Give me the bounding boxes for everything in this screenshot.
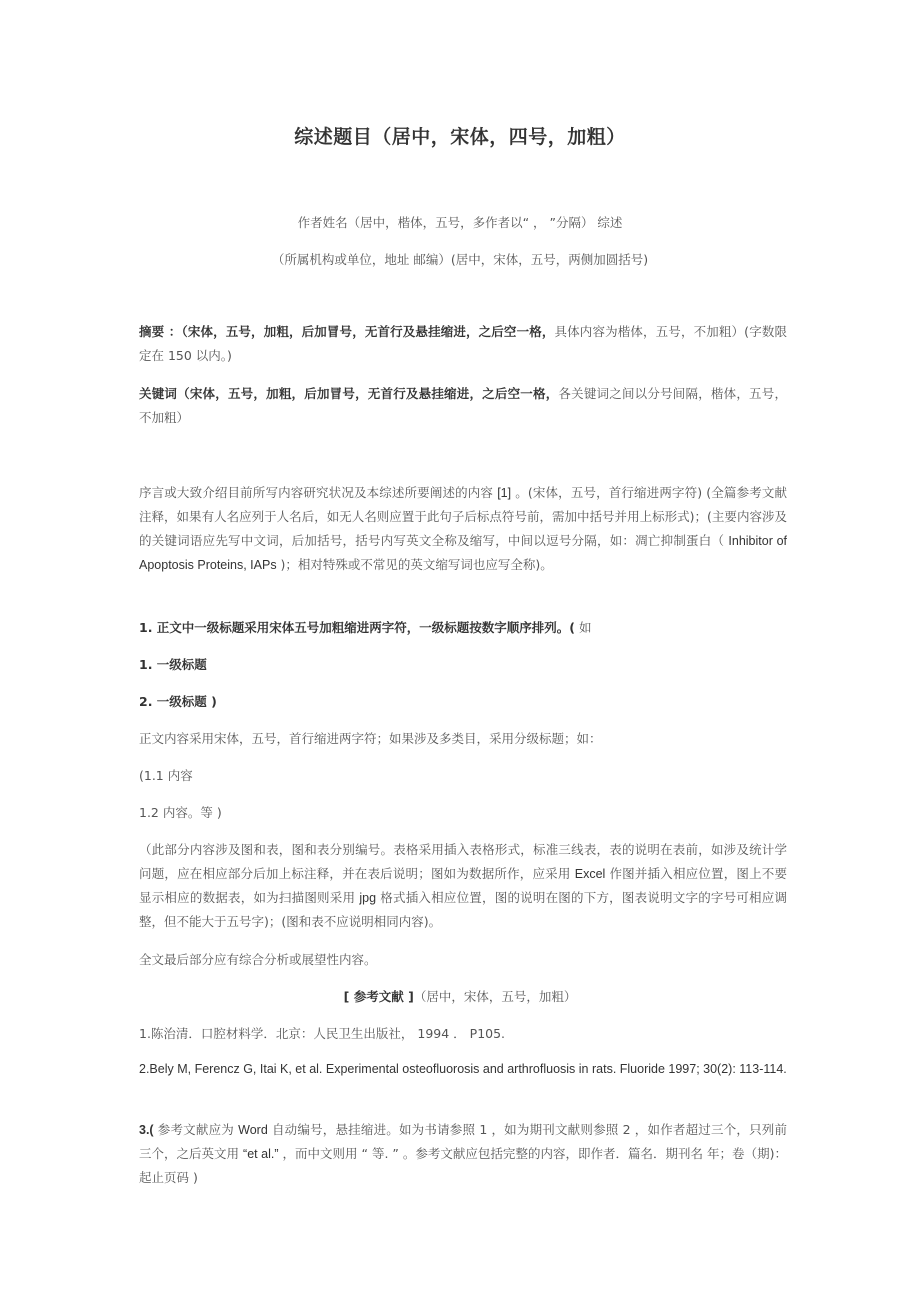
headings-instruction-bold: 1. 正文中一级标题采用宋体五号加粗缩进两字符，一级标题按数字顺序排列。(: [139, 620, 576, 635]
heading-example-1: 1. 一级标题: [139, 657, 207, 672]
excel-term: Excel: [574, 867, 606, 881]
keywords-format-bold: （宋体，五号，加粗，后加冒号，无首行及悬挂缩进，之后空一格，: [177, 386, 559, 401]
document-title: 综述题目（居中，宋体，四号，加粗）: [294, 126, 626, 148]
references-heading: [0, 987, 920, 1005]
headings-instruction: [139, 618, 592, 636]
jpg-term: jpg: [359, 891, 377, 905]
reference-3-prefix: 3.(: [139, 1123, 154, 1137]
reference-item-1: 1.陈治清．口腔材料学．北京：人民卫生出版社， 1994 ． P105.: [139, 1026, 506, 1041]
abstract-format-bold: （宋体，五号，加粗，后加冒号，无首行及悬挂缩进，之后空一格，: [181, 324, 555, 339]
figures-text-2: 作图并插入相应位置，图上不要显示相应的数据表，如为扫描图则采用: [139, 866, 787, 905]
word-term: Word: [238, 1123, 268, 1137]
citation-marker: [1]: [497, 486, 512, 500]
figures-tables-paragraph: [139, 838, 787, 934]
keywords-label: 关键词: [139, 386, 178, 401]
intro-text-1: 序言或大致介绍目前所写内容研究状况及本综述所要阐述的内容: [139, 485, 498, 500]
references-heading-bold: [ 参考文献 ]: [343, 989, 414, 1004]
author-line: 作者姓名（居中，楷体，五号，多作者以“ ， ”分隔） 综述: [297, 215, 623, 230]
affiliation-line: （所属机构或单位，地址 邮编）(居中，宋体，五号，两侧加圆括号): [271, 252, 649, 267]
abstract-label: 摘要 ：: [139, 324, 182, 339]
keywords-paragraph: [139, 382, 787, 430]
abstract-paragraph: [139, 320, 787, 368]
figures-text-1: （此部分内容涉及图和表，图和表分别编号。表格采用插入表格形式，标准三线表，表的说明在表前，如涉及统计学问题，应在相应部分后加上标注释，并在表后说明；图如为数据所作，应采用: [139, 842, 787, 881]
reference-item-3: [139, 1118, 787, 1190]
intro-text-3: )；相对特殊或不常见的英文缩写词也应写全称)。: [276, 557, 553, 572]
etal-term: “et al.”: [243, 1147, 279, 1161]
heading-example-2: 2. 一级标题 ): [139, 694, 217, 709]
reference-3-text-3: ，而中文则用 “ 等. ” 。参考文献应包括完整的内容，即作者．篇名．期刊名 年；卷（期)：起止页码 ): [139, 1146, 787, 1185]
headings-instruction-normal: 如: [575, 620, 592, 635]
reference-3-text-2: 自动编号，悬挂缩进。如为书请参照 1 ，如为期刊文献则参照 2 ，如作者超过三个，只列前三个，之后英文用: [139, 1122, 787, 1161]
subheading-example-1: (1.1 内容: [139, 768, 193, 783]
reference-3-text-1: 参考文献应为: [153, 1122, 239, 1137]
figures-text-3: 格式插入相应位置，图的说明在图的下方，图表说明文字的字号可相应调整，但不能大于五号字)；(图和表不应说明相同内容)。: [139, 890, 787, 929]
abstract-format-normal: 具体内容为楷体，五号，不加粗）(字数限定在 150 以内。): [139, 324, 787, 363]
conclusion-line: 全文最后部分应有综合分析或展望性内容。: [139, 952, 377, 967]
reference-item-2: 2.Bely M, Ferencz G, Itai K, et al. Experimental osteofluorosis and arthrofluosis in rats. Fluoride 1997; 30(2): 113-114.: [139, 1062, 787, 1076]
subheading-example-2: 1.2 内容。等 ): [139, 805, 222, 820]
intro-text-2: 。(宋体，五号，首行缩进两字符) (全篇参考文献注释，如果有人名应列于人名后，如无人名则应置于此句子后标点符号前，需加中括号并用上标形式)；(主要内容涉及的关键词语应先写中文词，后加括号，括号内写英文全称及缩写，中间以逗号分隔，如：凋亡抑制蛋白（: [139, 485, 788, 548]
english-term: Inhibitor of Apoptosis Proteins, IAPs: [139, 534, 787, 572]
body-instruction: 正文内容采用宋体，五号，首行缩进两字符；如果涉及多类目，采用分级标题；如：: [139, 731, 602, 746]
references-heading-normal: （居中，宋体，五号，加粗）: [413, 989, 577, 1004]
keywords-format-normal: 各关键词之间以分号间隔，楷体，五号，不加粗）: [139, 386, 787, 425]
intro-paragraph: [139, 481, 787, 577]
